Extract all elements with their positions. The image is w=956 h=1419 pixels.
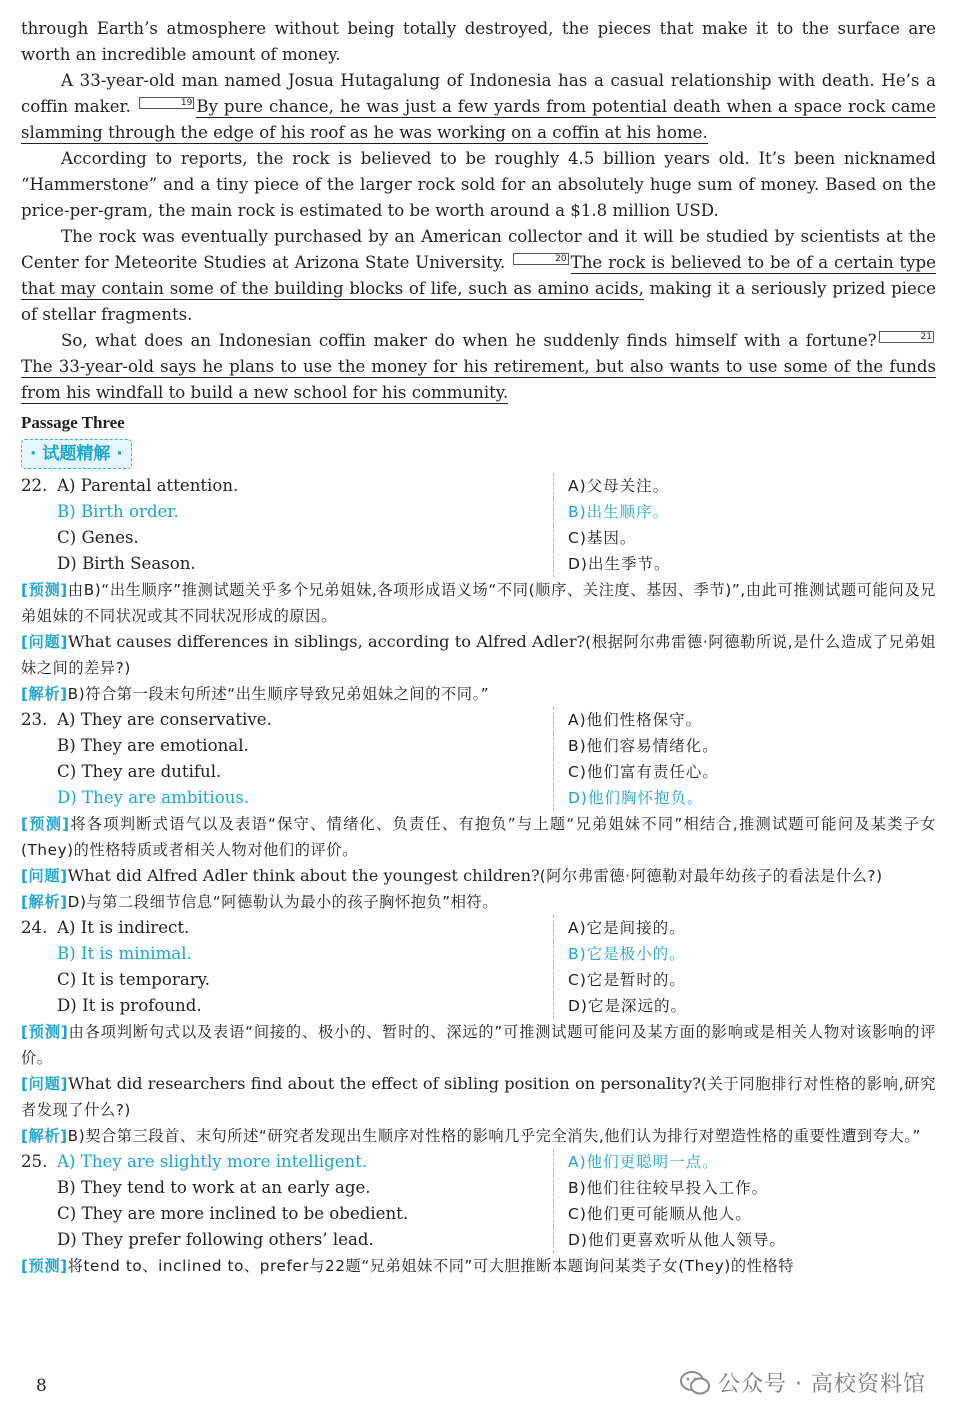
option-row — [21, 525, 936, 551]
page-content — [21, 16, 936, 1279]
option-text: They are emotional. — [80, 736, 249, 755]
option-label: B) — [57, 1178, 76, 1197]
note-tag: [预测] — [21, 1257, 68, 1275]
underlined-answer-text: By pure chance, he was just a few yards from potential death when a space rock came slamming through the edge of his roof as he was working on a coffin at his home. — [21, 97, 936, 142]
option-row — [21, 1201, 936, 1227]
option-text: Birth Season. — [82, 554, 196, 573]
option-english — [21, 915, 553, 941]
option-english — [21, 993, 553, 1019]
option-text: It is temporary. — [81, 970, 211, 989]
option-english — [21, 1201, 553, 1227]
option-label: A) — [57, 918, 76, 937]
note-tag: [解析] — [21, 893, 68, 911]
option-chinese: A)他们更聪明一点。 — [553, 1149, 936, 1175]
option-english — [21, 499, 553, 525]
passage-text: The rock was eventually purchased by an American collector and it will be studied by scientists at the Center for Meteorite Studies at Arizona State University. — [21, 227, 936, 272]
option-row — [21, 967, 936, 993]
question-block — [21, 915, 936, 1149]
question-block — [21, 473, 936, 707]
option-text: They are conservative. — [80, 710, 272, 729]
option-text: Genes. — [81, 528, 139, 547]
option-english — [21, 1149, 553, 1175]
option-row — [21, 1175, 936, 1201]
wechat-icon — [680, 1370, 710, 1396]
option-label: A) — [57, 1152, 76, 1171]
note-text: B)契合第三段首、末句所述“研究者发现出生顺序对性格的影响几乎完全消失,他们认为排行对塑造性格的重要性遭到夸大。” — [67, 1127, 921, 1145]
option-text: They prefer following others’ lead. — [82, 1230, 374, 1249]
note-text: 由B)“出生顺序”推测试题关乎多个兄弟姐妹,各项形成语义场“不同(顺序、关注度、基因、季节)”,由此可推测试题可能问及兄弟姐妹的不同状况或其不同状况形成的原因。 — [21, 581, 936, 625]
note-tag: [问题] — [21, 1075, 69, 1093]
question-number: 23. — [21, 710, 48, 729]
note-text: (阿尔弗雷德·阿德勒对最年幼孩子的看法是什么?) — [539, 867, 883, 885]
question-list — [21, 473, 936, 1279]
passage-text: A 33-year-old man named Josua Hutagalung of Indonesia has a casual relationship with death. He’s a coffin maker. — [21, 71, 936, 116]
option-label: D) — [57, 554, 77, 573]
passage-paragraph: through Earth’s atmosphere without being totally destroyed, the pieces that make it to the surface are worth an incredible amount of money. — [21, 19, 936, 64]
section-badge: · 试题精解 · — [21, 439, 132, 469]
note-text: 将tend to、inclined to、prefer与22题“兄弟姐妹不同”可大胆推断本题询问某类子女(They)的性格特 — [67, 1257, 795, 1275]
analysis-note — [21, 681, 936, 707]
note-tag: [预测] — [21, 815, 70, 833]
option-row — [21, 915, 936, 941]
option-english — [21, 759, 553, 785]
question-marker: 20 — [513, 253, 568, 265]
note-text: (关于同胞排行对性格的影响,研究者发现了什么?) — [21, 1075, 936, 1119]
option-label: B) — [57, 502, 76, 521]
option-label: B) — [57, 736, 76, 755]
option-label: B) — [57, 944, 76, 963]
watermark — [680, 1367, 926, 1398]
option-english — [21, 525, 553, 551]
note-text: What did researchers find about the effect of sibling position on personality? — [68, 1074, 701, 1093]
option-row — [21, 759, 936, 785]
option-row — [21, 993, 936, 1019]
option-label: C) — [57, 1204, 77, 1223]
option-text: They are more inclined to be obedient. — [81, 1204, 409, 1223]
option-chinese: A)他们性格保守。 — [553, 707, 936, 733]
option-english — [21, 967, 553, 993]
option-text: It is indirect. — [80, 918, 190, 937]
question-block — [21, 1149, 936, 1279]
option-chinese: C)他们富有责任心。 — [553, 759, 936, 785]
passage-paragraph — [21, 68, 936, 146]
prediction-note — [21, 811, 936, 863]
passage-paragraph: According to reports, the rock is believed to be roughly 4.5 billion years old. It’s been nicknamed “Hammerstone” and a tiny piece of the larger rock sold for an absolutely huge sum of money. Based on the price-per-gram, the main rock is estimated to be worth around a $1.8 million USD. — [21, 149, 936, 220]
option-text: It is minimal. — [80, 944, 192, 963]
option-chinese: B)他们往往较早投入工作。 — [553, 1175, 936, 1201]
option-chinese: C)它是暂时的。 — [553, 967, 936, 993]
option-chinese: B)他们容易情绪化。 — [553, 733, 936, 759]
option-chinese: A)父母关注。 — [553, 473, 936, 499]
section-title: Passage Three — [21, 413, 125, 432]
option-row — [21, 473, 936, 499]
note-text: 将各项判断式语气以及表语“保守、情绪化、负责任、有抱负”与上题“兄弟姐妹不同”相结合,推测试题可能问及某类子女(They)的性格特质或者相关人物对他们的评价。 — [21, 815, 936, 859]
option-english — [21, 1175, 553, 1201]
option-text: They tend to work at an early age. — [80, 1178, 371, 1197]
option-english — [21, 551, 553, 577]
option-english — [21, 707, 553, 733]
option-row — [21, 499, 936, 525]
option-label: D) — [57, 1230, 77, 1249]
option-row — [21, 1149, 936, 1175]
question-number: 25. — [21, 1152, 48, 1171]
option-text: Parental attention. — [80, 476, 239, 495]
question-note — [21, 863, 936, 889]
option-row — [21, 707, 936, 733]
question-marker: 19 — [139, 97, 194, 109]
option-label: D) — [57, 996, 77, 1015]
passage-text: So, what does an Indonesian coffin maker do when he suddenly finds himself with a fortune? — [61, 331, 877, 350]
option-text: Birth order. — [80, 502, 179, 521]
option-text: They are ambitious. — [82, 788, 250, 807]
option-label: C) — [57, 970, 77, 989]
underlined-answer-text: The 33-year-old says he plans to use the money for his retirement, but also wants to use some of the funds from his windfall to build a new school for his community. — [21, 357, 936, 402]
prediction-note — [21, 577, 936, 629]
note-tag: [问题] — [21, 633, 68, 651]
note-text: B)符合第一段末句所述“出生顺序导致兄弟姐妹之间的不同。” — [67, 685, 490, 703]
note-tag: [问题] — [21, 867, 68, 885]
note-text: 由各项判断句式以及表语“间接的、极小的、暂时的、深远的”可推测试题可能问及某方面的影响或是相关人物对该影响的评价。 — [21, 1023, 936, 1067]
option-label: D) — [57, 788, 77, 807]
passage-text: making it a seriously prized piece of stellar fragments. — [21, 279, 936, 324]
option-chinese: D)出生季节。 — [553, 551, 936, 577]
option-english — [21, 473, 553, 499]
note-tag: [预测] — [21, 1023, 69, 1041]
option-english — [21, 785, 553, 811]
analysis-note — [21, 1123, 936, 1149]
option-english — [21, 733, 553, 759]
note-text: What causes differences in siblings, according to Alfred Adler? — [67, 632, 586, 651]
note-tag: [预测] — [21, 581, 68, 599]
option-chinese: B)它是极小的。 — [553, 941, 936, 967]
question-note — [21, 629, 936, 681]
option-chinese: A)它是间接的。 — [553, 915, 936, 941]
prediction-note — [21, 1019, 936, 1071]
note-text: (根据阿尔弗雷德·阿德勒所说,是什么造成了兄弟姐妹之间的差异?) — [21, 633, 936, 677]
option-row — [21, 551, 936, 577]
option-chinese: D)它是深远的。 — [553, 993, 936, 1019]
option-chinese: B)出生顺序。 — [553, 499, 936, 525]
underlined-answer-text: The rock is believed to be of a certain type that may contain some of the building blocks of life, such as amino acids, — [21, 253, 936, 298]
option-chinese: C)他们更可能顺从他人。 — [553, 1201, 936, 1227]
option-text: It is profound. — [82, 996, 202, 1015]
option-english — [21, 1227, 553, 1253]
option-english — [21, 941, 553, 967]
option-text: They are dutiful. — [81, 762, 222, 781]
option-row — [21, 941, 936, 967]
option-label: C) — [57, 528, 77, 547]
note-text: D)与第二段细节信息“阿德勒认为最小的孩子胸怀抱负”相符。 — [67, 893, 499, 911]
option-label: A) — [57, 476, 76, 495]
option-label: A) — [57, 710, 76, 729]
option-text: They are slightly more intelligent. — [80, 1152, 368, 1171]
question-block — [21, 707, 936, 915]
option-row — [21, 785, 936, 811]
option-chinese: C)基因。 — [553, 525, 936, 551]
option-row — [21, 1227, 936, 1253]
option-chinese: D)他们更喜欢听从他人领导。 — [553, 1227, 936, 1253]
option-chinese: D)他们胸怀抱负。 — [553, 785, 936, 811]
question-number: 22. — [21, 476, 48, 495]
note-tag: [解析] — [21, 685, 68, 703]
option-row — [21, 733, 936, 759]
passage-paragraph — [21, 328, 936, 406]
analysis-note — [21, 889, 936, 915]
question-number: 24. — [21, 918, 48, 937]
note-tag: [解析] — [21, 1127, 68, 1145]
question-note — [21, 1071, 936, 1123]
prediction-note — [21, 1253, 936, 1279]
question-marker: 21 — [879, 331, 934, 343]
watermark-text: 公众号 · 高校资料馆 — [718, 1372, 926, 1397]
passage-paragraph — [21, 224, 936, 328]
note-text: What did Alfred Adler think about the youngest children? — [67, 866, 540, 885]
option-label: C) — [57, 762, 77, 781]
page-number: 8 — [36, 1376, 47, 1396]
